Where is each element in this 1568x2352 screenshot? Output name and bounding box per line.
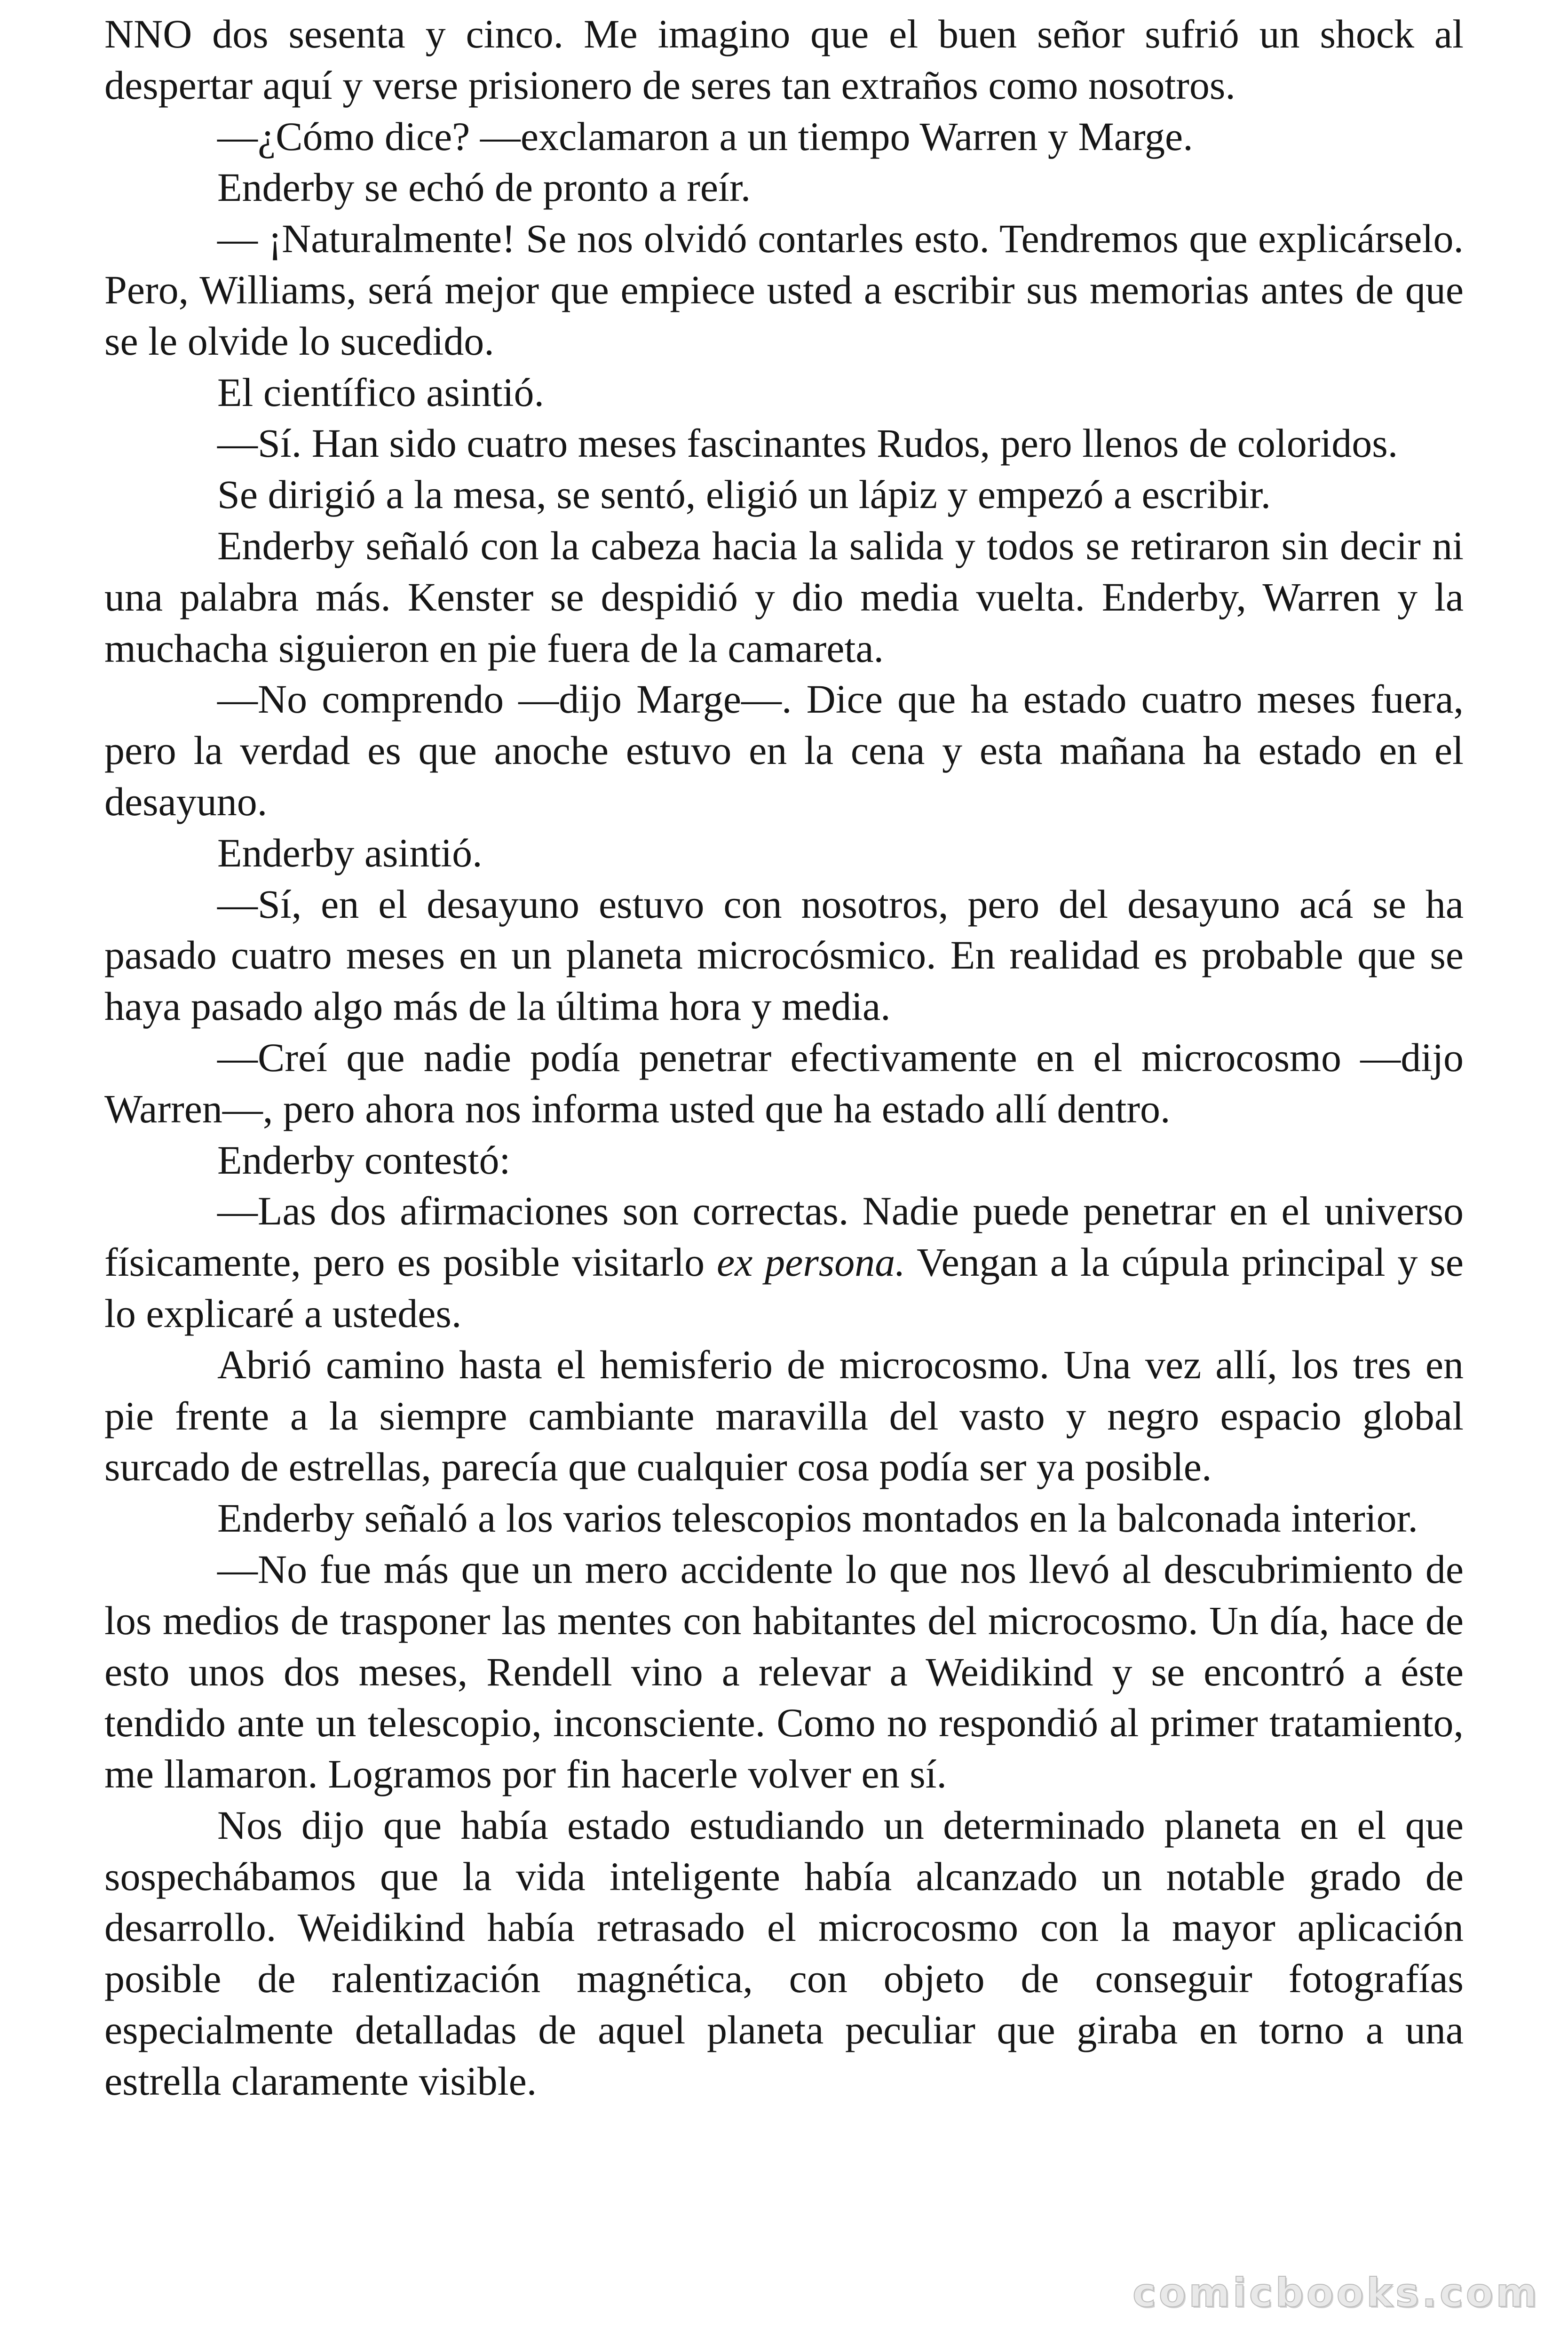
italic-phrase: ex persona.	[716, 1240, 905, 1285]
paragraph: Enderby asintió.	[217, 830, 483, 875]
paragraph: Enderby contestó:	[217, 1137, 511, 1183]
paragraph-text: —Las dos afirmaciones son correctas. Nadie puede penetrar en el universo físicamente, pero es posible visitarlo	[104, 1188, 1464, 1285]
paragraph: Abrió camino hasta el hemisferio de microcosmo. Una vez allí, los tres en pie frente a la siempre cambiante maravilla del vasto y negro espacio global surcado de estrellas, parecía que cualquier cosa podía ser ya posible.	[104, 1342, 1464, 1490]
paragraph: Se dirigió a la mesa, se sentó, eligió un lápiz y empezó a escribir.	[217, 472, 1271, 517]
paragraph-with-italic	[104, 1185, 1464, 1339]
paragraph: Enderby se echó de pronto a reír.	[217, 165, 751, 210]
watermark: comicbooks.com	[1132, 2270, 1540, 2316]
paragraph: NNO dos sesenta y cinco. Me imagino que el buen señor sufrió un shock al despertar aquí y verse prisionero de seres tan extraños como nosotros.	[104, 11, 1464, 108]
paragraph: —Sí. Han sido cuatro meses fascinantes Rudos, pero llenos de coloridos.	[217, 421, 1398, 466]
paragraph: —No fue más que un mero accidente lo que nos llevó al descubrimiento de los medios de trasponer las mentes con habitantes del microcosmo. Un día, hace de esto unos dos meses, Rendell vino a relevar a Weidikind y se encontró a éste tendido ante un telescopio, inconsciente. Como no respondió al primer tratamiento, me llamaron. Logramos por fin hacerle volver en sí.	[104, 1546, 1464, 1797]
paragraph: —Sí, en el desayuno estuvo con nosotros, pero del desayuno acá se ha pasado cuatro meses en un planeta microcósmico. En realidad es probable que se haya pasado algo más de la última hora y media.	[104, 881, 1464, 1029]
paragraph: —Creí que nadie podía penetrar efectivamente en el microcosmo —dijo Warren—, pero ahora nos informa usted que ha estado allí dentro.	[104, 1034, 1464, 1131]
paragraph: Enderby señaló a los varios telescopios montados en la balconada interior.	[217, 1495, 1418, 1541]
page-body	[104, 8, 1464, 2107]
paragraph: — ¡Naturalmente! Se nos olvidó contarles esto. Tendremos que explicárselo. Pero, Williams, será mejor que empiece usted a escribir sus memorias antes de que se le olvide lo sucedido.	[104, 216, 1464, 364]
paragraph: —¿Cómo dice? —exclamaron a un tiempo Warren y Marge.	[217, 113, 1193, 159]
paragraph: Enderby señaló con la cabeza hacia la salida y todos se retiraron sin decir ni una palabra más. Kenster se despidió y dio media vuelta. Enderby, Warren y la muchacha siguieron en pie fuera de la camareta.	[104, 523, 1464, 671]
paragraph: Nos dijo que había estado estudiando un determinado planeta en el que sospechábamos que la vida inteligente había alcanzado un notable grado de desarrollo. Weidikind había retrasado el microcosmo con la mayor aplicación posible de ralentización magnética, con objeto de conseguir fotografías especialmente detalladas de aquel planeta peculiar que giraba en torno a una estrella claramente visible.	[104, 1802, 1464, 2104]
paragraph: —No comprendo —dijo Marge—. Dice que ha estado cuatro meses fuera, pero la verdad es que anoche estuvo en la cena y esta mañana ha estado en el desayuno.	[104, 676, 1464, 824]
paragraph: El científico asintió.	[217, 369, 544, 415]
paragraph-text: Vengan a la cúpula principal y se lo explicaré a ustedes.	[104, 1240, 1464, 1336]
